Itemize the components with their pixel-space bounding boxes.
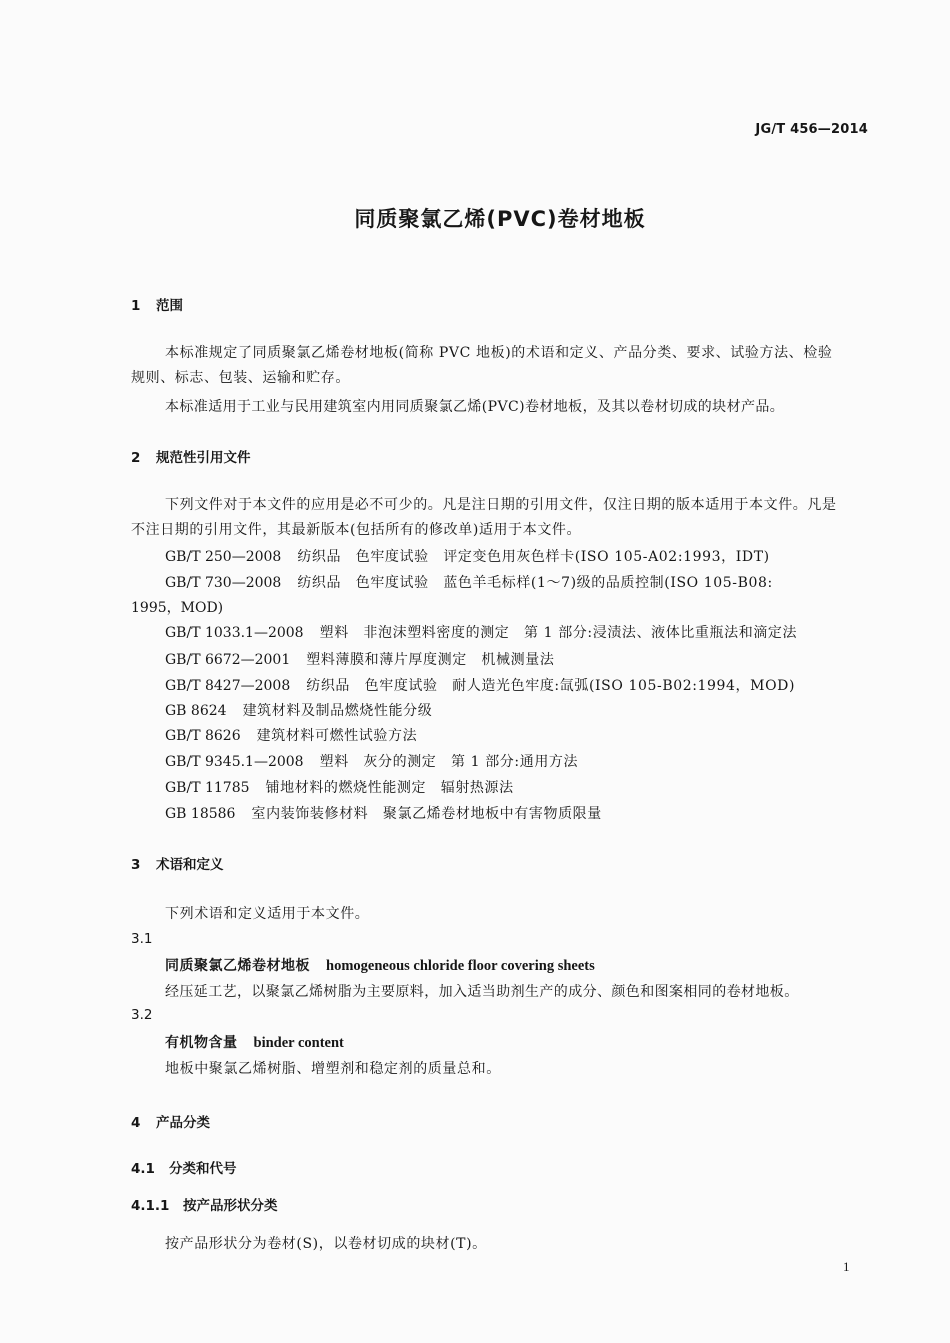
reference-code: GB 8624 [165,703,227,719]
reference-item [165,546,770,566]
page-number: 1 [843,1259,850,1274]
scope-paragraph-1: 本标准规定了同质聚氯乙烯卷材地板(简称 PVC 地板)的术语和定义、产品分类、要求、试验方法、检验规则、标志、包装、运输和贮存。 [131,345,833,386]
reference-title: 塑料 灰分的测定 第 1 部分:通用方法 [319,754,579,770]
reference-item [165,803,602,823]
reference-code: GB/T 730—2008 [165,575,282,591]
reference-title: 室内装饰装修材料 聚氯乙烯卷材地板中有害物质限量 [251,806,602,822]
shape-classification-text: 按产品形状分为卷材(S)，以卷材切成的块材(T)。 [165,1236,487,1252]
reference-title: 建筑材料及制品燃烧性能分级 [242,703,433,719]
reference-item [165,700,432,720]
reference-item [165,777,514,797]
reference-title: 铺地材料的燃烧性能测定 辐射热源法 [265,780,514,796]
section-number: 2 [131,450,141,466]
reference-item [165,649,554,669]
term-number: 3.1 [131,931,153,947]
reference-title: 塑料 非泡沫塑料密度的测定 第 1 部分:浸渍法、液体比重瓶法和滴定法 [319,625,798,641]
reference-code: GB/T 6672—2001 [165,652,291,668]
term-english: homogeneous chloride floor covering sheets [326,958,595,974]
reference-title: 建筑材料可燃性试验方法 [256,728,418,744]
reference-code: GB/T 11785 [165,780,250,796]
reference-title: 塑料薄膜和薄片厚度测定 机械测量法 [306,652,555,668]
references-intro: 下列文件对于本文件的应用是必不可少的。凡是注日期的引用文件，仅注日期的版本适用于本文件。凡是不注日期的引用文件，其最新版本(包括所有的修改单)适用于本文件。 [131,497,837,538]
reference-item [165,572,773,592]
subsection-number: 4.1 [131,1161,155,1177]
reference-item [165,622,797,642]
reference-code: GB/T 9345.1—2008 [165,754,304,770]
section-number: 4 [131,1115,141,1131]
reference-title: 纺织品 色牢度试验 耐人造光色牢度:氙弧(ISO 105-B02:1994，MOD) [306,678,796,694]
subsection-heading [131,1157,237,1177]
subsubsection-heading [131,1194,278,1214]
terms-intro: 下列术语和定义适用于本文件。 [165,906,370,922]
section-4-heading [131,1111,210,1131]
term-english: binder content [253,1035,344,1051]
term-definition: 经压延工艺，以聚氯乙烯树脂为主要原料，加入适当助剂生产的成分、颜色和图案相同的卷材地板。 [165,984,799,1000]
term-chinese: 有机物含量 [165,1035,238,1051]
subsubsection-number: 4.1.1 [131,1198,170,1214]
reference-code: GB/T 1033.1—2008 [165,625,304,641]
term-entry [165,1032,344,1052]
reference-item [165,725,417,745]
section-title: 范围 [156,298,183,314]
section-number: 3 [131,857,141,873]
section-3-heading [131,853,224,873]
reference-code: GB/T 8427—2008 [165,678,291,694]
reference-continuation: 1995，MOD) [131,600,224,616]
reference-code: GB/T 250—2008 [165,549,282,565]
subsection-title: 分类和代号 [169,1161,237,1177]
section-2-heading [131,446,251,466]
section-title: 规范性引用文件 [156,450,251,466]
term-chinese: 同质聚氯乙烯卷材地板 [165,958,310,974]
document-title: 同质聚氯乙烯(PVC)卷材地板 [354,207,646,231]
reference-title: 纺织品 色牢度试验 蓝色羊毛标样(1～7)级的品质控制(ISO 105-B08: [297,575,773,591]
section-1-heading [131,294,183,314]
section-title: 术语和定义 [156,857,224,873]
standard-code: JG/T 456—2014 [755,122,868,137]
term-entry [165,955,595,975]
section-title: 产品分类 [156,1115,210,1131]
scope-paragraph-2: 本标准适用于工业与民用建筑室内用同质聚氯乙烯(PVC)卷材地板，及其以卷材切成的块材产品。 [165,399,785,415]
subsubsection-title: 按产品形状分类 [183,1198,278,1214]
reference-item [165,675,795,695]
reference-title: 纺织品 色牢度试验 评定变色用灰色样卡(ISO 105-A02:1993，IDT) [297,549,770,565]
term-number: 3.2 [131,1007,153,1023]
reference-code: GB/T 8626 [165,728,241,744]
section-number: 1 [131,298,141,314]
term-definition: 地板中聚氯乙烯树脂、增塑剂和稳定剂的质量总和。 [165,1061,501,1077]
reference-code: GB 18586 [165,806,236,822]
reference-item [165,751,578,771]
